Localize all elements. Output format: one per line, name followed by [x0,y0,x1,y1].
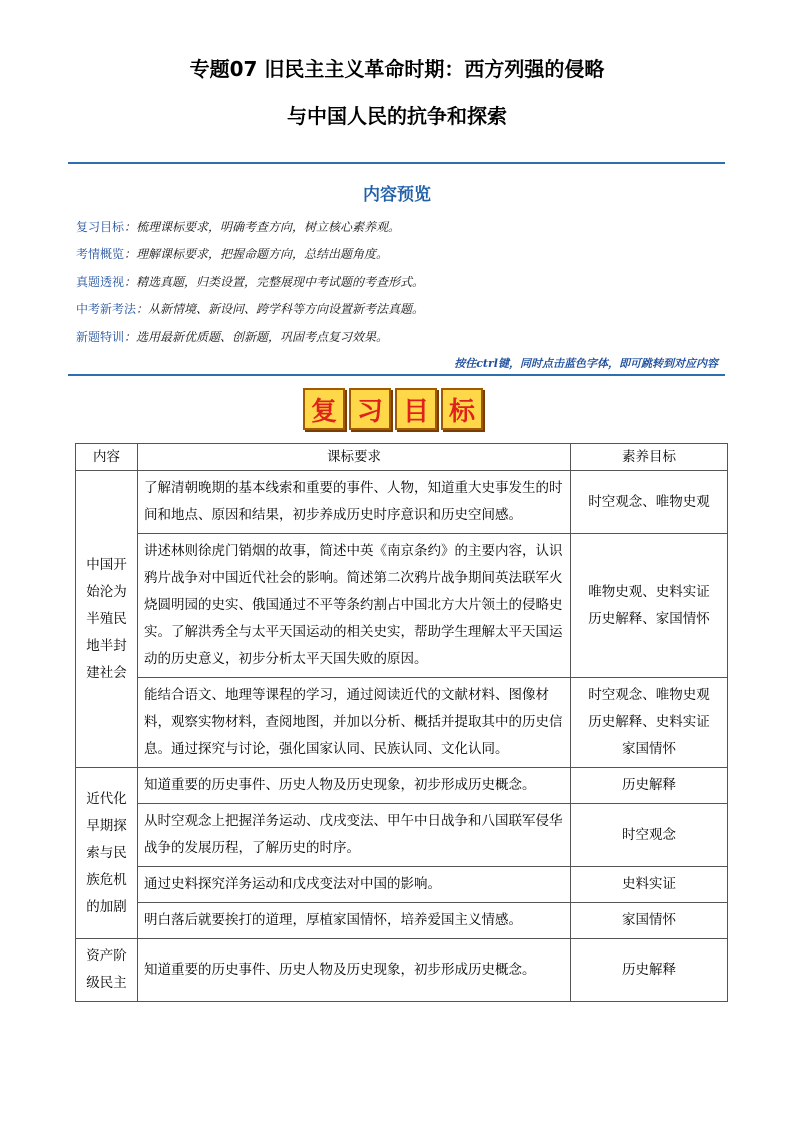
topic-cell: 中国开 始沦为 半殖民 地半封 建社会 [76,471,138,768]
overview-item-new-methods[interactable] [76,301,424,317]
topic-cell: 近代化 早期探 索与民 族危机 的加剧 [76,768,138,939]
requirement-cell: 明白落后就要挨打的道理，厚植家国情怀，培养爱国主义情感。 [138,903,571,939]
requirement-cell: 讲述林则徐虎门销烟的故事，简述中英《南京条约》的主要内容，认识鸦片战争对中国近代社会的影响。简述第二次鸦片战争期间英法联军火烧圆明园的史实、俄国通过不平等条约割占中国北方大片领土的侵略史实。了解洪秀全与太平天国运动的相关史实，帮助学生理解太平天国运动的历史意义，初步分析太平天国失败的原因。 [138,534,571,678]
table-header-row [76,444,728,471]
goal-cell: 时空观念 [571,804,728,867]
banner-char: 标 [441,388,483,430]
overview-item-review-goals[interactable] [76,219,400,235]
overview-link[interactable]: 考情概览 [76,247,125,261]
overview-desc: ：精选真题，归类设置，完整展现中考试题的考查形式。 [124,275,425,289]
overview-desc: ：从新情境、新设问、跨学科等方向设置新考法真题。 [136,302,425,316]
requirement-cell: 知道重要的历史事件、历史人物及历史现象，初步形成历史概念。 [138,768,571,804]
table-row [76,804,728,867]
overview-link[interactable]: 真题透视 [76,275,125,289]
overview-item-real-questions[interactable] [76,274,424,290]
overview-desc: ：梳理课标要求，明确考查方向，树立核心素养观。 [124,220,401,234]
header-literacy-goals: 素养目标 [571,444,728,471]
table-row [76,867,728,903]
banner-char: 复 [303,388,345,430]
table-row [76,939,728,1002]
bottom-divider [68,374,725,376]
overview-item-new-training[interactable] [76,329,388,345]
goal-cell: 历史解释 [571,768,728,804]
page-title-line-2: 与中国人民的抗争和探索 [287,104,507,128]
page-title-line-1: 专题07 旧民主主义革命时期：西方列强的侵略 [189,57,605,81]
header-content: 内容 [76,444,138,471]
banner-char: 目 [395,388,437,430]
table-row [76,534,728,678]
overview-desc: ：选用最新优质题、创新题，巩固考点复习效果。 [124,330,389,344]
requirement-cell: 了解清朝晚期的基本线索和重要的事件、人物，知道重大史事发生的时间和地点、原因和结果，初步养成历史时序意识和历史空间感。 [138,471,571,534]
banner-char: 习 [349,388,391,430]
table-row [76,903,728,939]
table-row [76,678,728,768]
ctrl-click-hint: 按住ctrl键，同时点击蓝色字体，即可跳转到对应内容 [454,357,718,370]
requirement-cell: 能结合语文、地理等课程的学习，通过阅读近代的文献材料、图像材料，观察实物材料，查阅地图，并加以分析、概括并提取其中的历史信息。通过探究与讨论，强化国家认同、民族认同、文化认同。 [138,678,571,768]
overview-link[interactable]: 复习目标 [76,220,125,234]
table-row [76,768,728,804]
goal-cell: 家国情怀 [571,903,728,939]
requirement-cell: 通过史料探究洋务运动和戊戌变法对中国的影响。 [138,867,571,903]
table-row [76,471,728,534]
requirement-cell: 知道重要的历史事件、历史人物及历史现象，初步形成历史概念。 [138,939,571,1002]
curriculum-standards-table [75,443,728,1002]
goal-cell: 史料实证 [571,867,728,903]
requirement-cell: 从时空观念上把握洋务运动、戊戌变法、甲午中日战争和八国联军侵华战争的发展历程，了解历史的时序。 [138,804,571,867]
goal-cell: 唯物史观、史料实证 历史解释、家国情怀 [571,534,728,678]
preview-heading: 内容预览 [363,185,431,205]
overview-link[interactable]: 新题特训 [76,330,125,344]
goal-cell: 历史解释 [571,939,728,1002]
header-requirements: 课标要求 [138,444,571,471]
topic-cell: 资产阶 级民主 [76,939,138,1002]
overview-desc: ：理解课标要求，把握命题方向，总结出题角度。 [124,247,389,261]
overview-link[interactable]: 中考新考法 [76,302,137,316]
top-divider [68,162,725,164]
review-goals-banner [303,388,483,430]
goal-cell: 时空观念、唯物史观 [571,471,728,534]
goal-cell: 时空观念、唯物史观 历史解释、史料实证 家国情怀 [571,678,728,768]
overview-item-exam-overview[interactable] [76,246,388,262]
